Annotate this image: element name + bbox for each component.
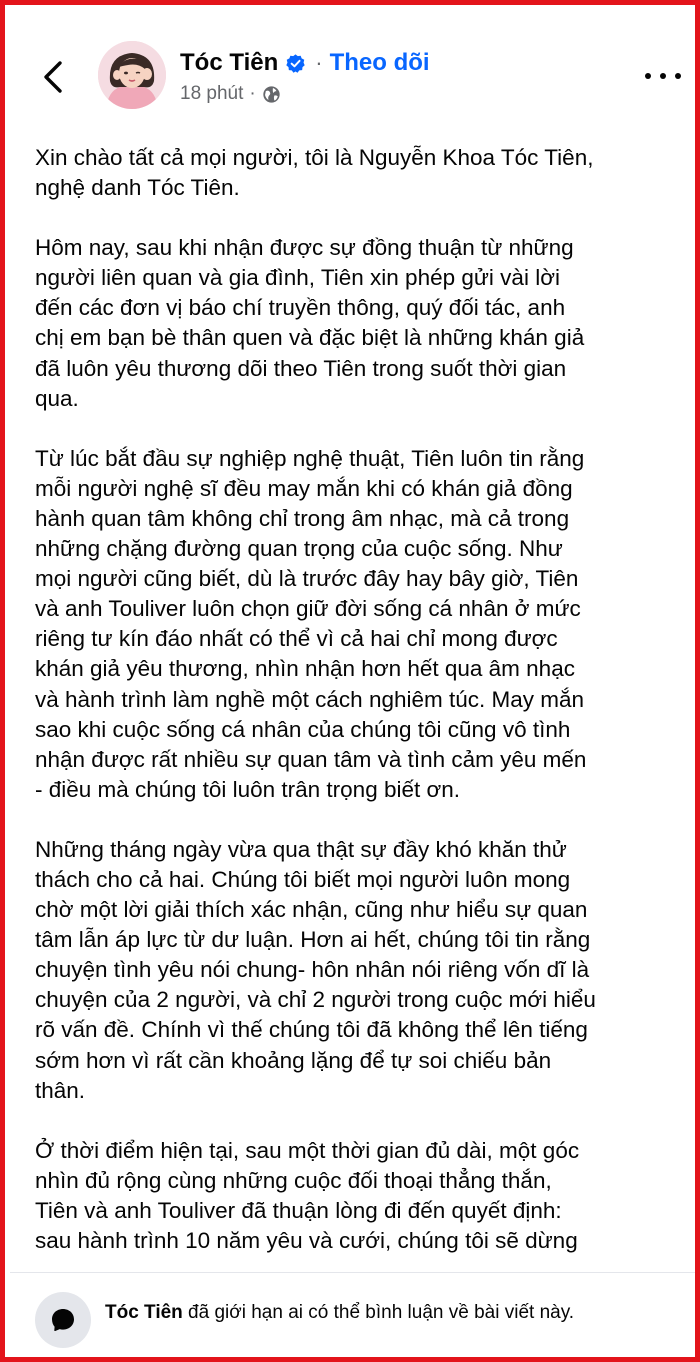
comment-icon xyxy=(50,1307,76,1333)
chevron-left-icon xyxy=(38,57,68,97)
verified-badge-icon xyxy=(285,53,306,74)
follow-button[interactable]: Theo dõi xyxy=(329,49,430,76)
post-body xyxy=(35,143,687,1286)
post-paragraph: Từ lúc bắt đầu sự nghiệp nghệ thuật, Tiên luôn tin rằng mỗi người nghệ sĩ đều may mắn khi có khán giả đồng hành quan tâm không chỉ trong âm nhạc, mà cả trong những chặng đường quan trọng của cuộc sống. Như mọi người cũng biết, dù là trước đây hay bây giờ, Tiên và anh Touliver luôn chọn giữ đời sống cá nhân ở mức riêng tư kín đáo nhất có thể vì cả hai chỉ mong được khán giả yêu thương, nhìn nhận hơn hết qua âm nhạc và hành trình làm nghề một cách nghiêm túc. May mắn sao khi cuộc sống cá nhân của chúng tôi cũng vô tình nhận được rất nhiều sự quan tâm và tình cảm yêu mến - điều mà chúng tôi luôn trân trọng biết ơn. xyxy=(35,445,587,802)
separator-dot: · xyxy=(315,50,323,75)
avatar[interactable] xyxy=(98,41,166,109)
post-paragraph: Những tháng ngày vừa qua thật sự đầy khó khăn thử thách cho cả hai. Chúng tôi biết mọi người luôn mong chờ một lời giải thích xác nhận, cũng như hiểu sự quan tâm lẫn áp lực từ dư luận. Hơn ai hết, chúng tôi tin rằng chuyện tình yêu nói chung- hôn nhân nói riêng vốn dĩ là chuyện của 2 người, và chỉ 2 người trong cuộc mới hiểu rõ vấn đề. Chính vì thế chúng tôi đã không thể lên tiếng sớm hơn vì rất cần khoảng lặng để tự soi chiếu bản thân. xyxy=(35,836,596,1103)
author-row xyxy=(180,47,430,79)
comment-icon-button xyxy=(35,1292,91,1348)
post-header xyxy=(10,33,700,123)
more-horizontal-icon-dot xyxy=(675,73,681,79)
meta-separator: · xyxy=(249,83,256,104)
post-meta xyxy=(180,83,281,105)
restriction-author-name[interactable]: Tóc Tiên xyxy=(105,1302,183,1323)
post-time[interactable]: 18 phút xyxy=(180,83,244,104)
more-horizontal-icon xyxy=(645,73,651,79)
post-paragraph: Ở thời điểm hiện tại, sau một thời gian đủ dài, một góc nhìn đủ rộng cùng những cuộc đối thoại thẳng thắn, Tiên và anh Touliver đã thuận lòng đi đến quyết định: sau hành trình 10 năm yêu và cưới, chúng tôi sẽ dừng xyxy=(35,1137,580,1253)
avatar-image xyxy=(98,41,166,109)
post-paragraph: Xin chào tất cả mọi người, tôi là Nguyễn Khoa Tóc Tiên, nghệ danh Tóc Tiên. xyxy=(35,145,594,201)
globe-icon xyxy=(262,85,281,104)
comment-restriction-bar xyxy=(10,1272,700,1362)
comment-restriction-text xyxy=(105,1302,574,1324)
author-name[interactable]: Tóc Tiên xyxy=(180,49,279,76)
more-horizontal-icon-dot xyxy=(660,73,666,79)
post-paragraph: Hôm nay, sau khi nhận được sự đồng thuận từ những người liên quan và gia đình, Tiên xin phép gửi vài lời đến các đơn vị báo chí truyền thông, quý đối tác, anh chị em bạn bè thân quen và đặc biệt là những khán giả đã luôn yêu thương dõi theo Tiên trong suốt thời gian qua. xyxy=(35,235,585,411)
restriction-message: đã giới hạn ai có thể bình luận về bài viết này. xyxy=(182,1302,575,1323)
more-options-button[interactable] xyxy=(645,63,681,89)
back-button[interactable] xyxy=(38,57,68,97)
